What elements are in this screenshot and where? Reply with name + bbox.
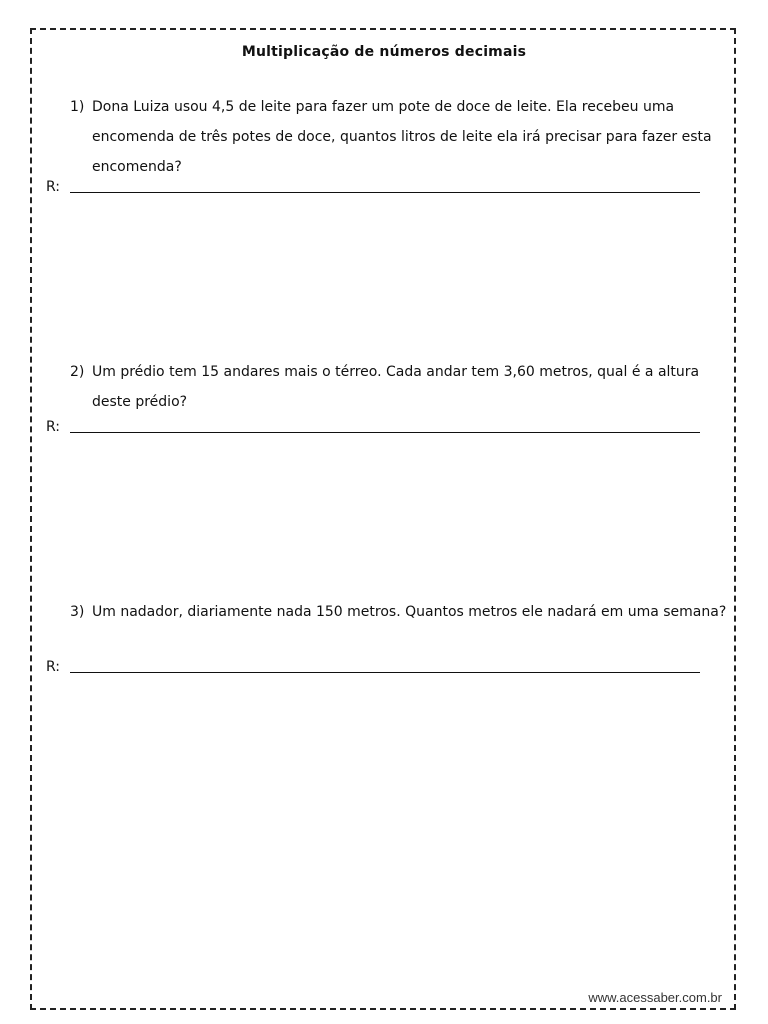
answer-3 xyxy=(46,658,70,676)
answer-2 xyxy=(46,418,70,436)
question-3 xyxy=(70,597,730,627)
question-text: Um nadador, diariamente nada 150 metros. Quantos metros ele nadará em uma semana? xyxy=(92,604,727,620)
answer-label: R: xyxy=(46,419,61,435)
answer-line-2[interactable] xyxy=(70,432,700,433)
question-number: 3) xyxy=(70,604,85,620)
page-title: Multiplicação de números decimais xyxy=(241,44,527,60)
question-1 xyxy=(70,92,730,182)
answer-line-1[interactable] xyxy=(70,192,700,193)
question-number: 2) xyxy=(70,364,85,380)
answer-line-3[interactable] xyxy=(70,672,700,673)
answer-label: R: xyxy=(46,659,61,675)
answer-1 xyxy=(46,178,70,196)
question-2 xyxy=(70,357,730,417)
answer-label: R: xyxy=(46,179,61,195)
question-text: Dona Luiza usou 4,5 de leite para fazer um pote de doce de leite. Ela recebeu uma encomenda de três potes de doce, quantos litros de leite ela irá precisar para fazer esta encomenda? xyxy=(92,99,712,175)
footer-url: www.acessaber.com.br xyxy=(588,990,722,1005)
question-number: 1) xyxy=(70,99,85,115)
question-text: Um prédio tem 15 andares mais o térreo. Cada andar tem 3,60 metros, qual é a altura deste prédio? xyxy=(92,364,700,410)
